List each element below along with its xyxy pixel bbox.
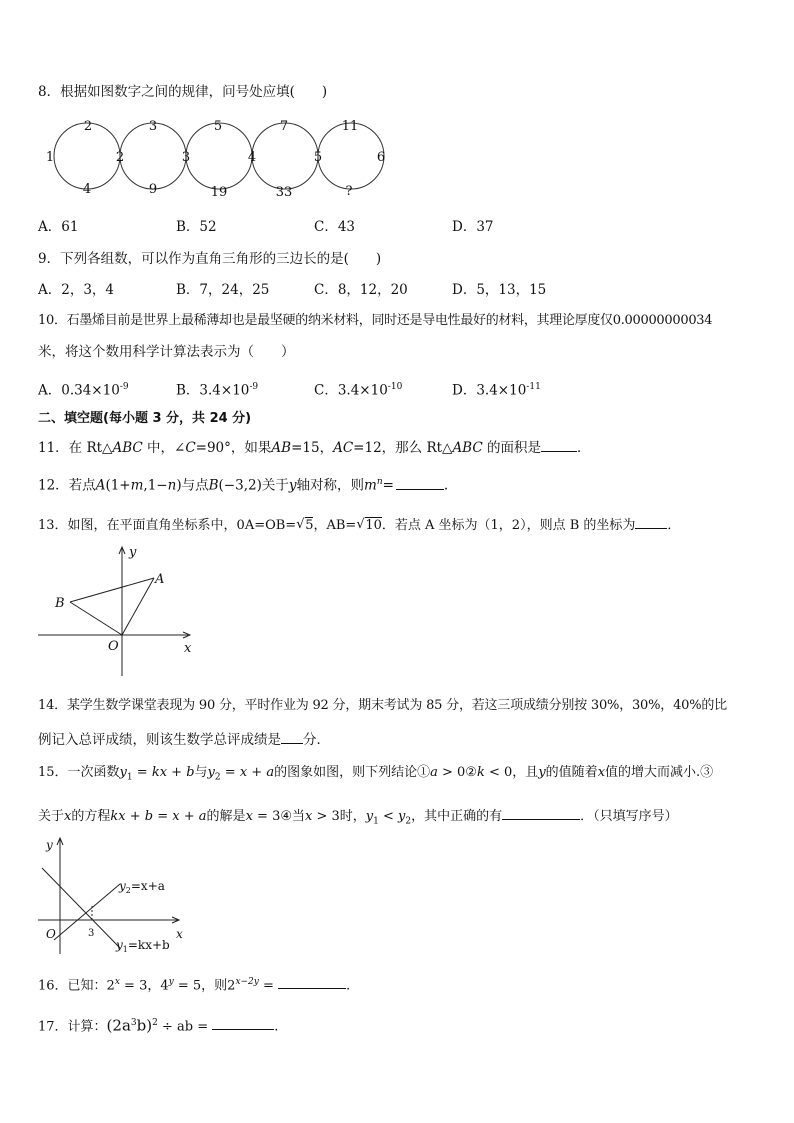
q11-t12: ．: [576, 440, 591, 456]
q15-t13: +: [247, 765, 267, 780]
q9-option-b[interactable]: B．7，24，25: [176, 282, 270, 298]
q12-t6: n: [167, 477, 177, 494]
chain-center-2: 2: [115, 150, 125, 165]
q16-t3: x: [114, 977, 120, 987]
chain-bottom-3: 19: [210, 185, 228, 200]
q12-t12: m: [364, 477, 377, 494]
q16-t2: 2: [106, 978, 115, 994]
q11-t8: AC: [333, 440, 354, 456]
q15-u2: x: [64, 809, 72, 824]
q15-u10: a: [198, 809, 207, 824]
q10-a-base: A．0.34×10: [38, 382, 120, 399]
q15-l2-eq: =x+a: [130, 879, 165, 893]
q15-u3: 的方程: [71, 809, 111, 824]
q10-a-exp: -9: [119, 382, 129, 392]
q10-d-exp: -11: [526, 382, 541, 392]
q17-t5: 2: [152, 1018, 158, 1028]
q10-c-base: C．3.4×10: [314, 382, 388, 399]
q13-t3: ．若点 A 坐标为（1，2），则点 B 的坐标为: [381, 518, 636, 533]
q16-t5: 4: [160, 978, 169, 994]
q15-u22: ．（只填写序号）: [580, 809, 678, 824]
q15-t7: b: [186, 765, 195, 780]
q15-t17: > 0②: [437, 765, 477, 780]
sqrt10: √ 10: [356, 517, 382, 533]
q12-answer-blank[interactable]: [396, 475, 444, 490]
q15-l1-eq: =kx+b: [127, 938, 170, 952]
q17-t3: 3: [130, 1018, 137, 1028]
chain-center-4: 4: [247, 150, 257, 165]
chain-bottom-2: 9: [148, 182, 158, 197]
q10-option-b[interactable]: [176, 378, 258, 400]
q15-stem-line1: [38, 764, 713, 787]
q8-option-d[interactable]: D．37: [452, 219, 494, 235]
chain-top-4: 7: [279, 119, 289, 134]
q17-stem: [38, 1014, 278, 1036]
q15-t19: < 0: [484, 765, 513, 780]
q15-t12: x: [239, 765, 248, 780]
q15-u5: +: [125, 809, 145, 824]
q16-t11: .: [346, 978, 351, 994]
q12-t4: m: [130, 477, 144, 494]
q15-u19: y: [398, 809, 406, 824]
chain-top-5: 11: [341, 119, 359, 134]
q15-y-axis-label: y: [46, 838, 53, 852]
q15-t8: 与: [194, 765, 208, 780]
q13-point-a-label: A: [155, 572, 165, 587]
q8-number-chain-figure: [40, 112, 390, 202]
q16-t6: y: [168, 977, 174, 987]
q15-t24: 值的增大而减小.③: [605, 765, 714, 780]
q12-t1: 12．若点: [38, 477, 96, 494]
q17-answer-blank[interactable]: [212, 1015, 274, 1030]
q15-u20: 2: [405, 816, 412, 827]
q11-t3: 中，∠: [142, 440, 186, 456]
chain-center-6: 6: [376, 150, 386, 165]
q9-option-c[interactable]: C．8，12，20: [314, 282, 408, 298]
chain-top-3: 5: [213, 119, 223, 134]
q15-t22: 的值随着: [545, 765, 598, 780]
q15-u21: ，其中正确的有: [411, 809, 503, 824]
q15-t23: x: [597, 765, 606, 780]
q12-t5: ,1−: [143, 477, 168, 494]
q11-t10: ABC: [452, 440, 483, 456]
q10-b-base: B．3.4×10: [176, 382, 250, 399]
q9-option-d[interactable]: D．5，13，15: [452, 282, 547, 298]
q11-t7: =15，: [291, 440, 334, 456]
q14-answer-blank[interactable]: [281, 729, 303, 744]
chain-top-2: 3: [148, 119, 158, 134]
q17-t7: .: [274, 1019, 279, 1035]
chain-center-3: 3: [181, 150, 191, 165]
sqrt10-radicand: 10: [365, 518, 382, 533]
q16-t7: = 5，则: [173, 978, 228, 994]
q15-l2-sub: 2: [125, 886, 131, 895]
q9-option-a[interactable]: A．2，3，4: [38, 282, 115, 298]
q10-option-a[interactable]: [38, 378, 129, 400]
q15-t11: =: [220, 765, 240, 780]
q15-t1: 15．一次函数: [38, 765, 120, 780]
q15-u7: =: [153, 809, 173, 824]
q15-u8: x: [172, 809, 180, 824]
q13-answer-blank[interactable]: [635, 514, 667, 529]
q15-u13: = 3④当: [252, 809, 305, 824]
q16-t4: = 3，: [119, 978, 161, 994]
q15-u18: <: [378, 809, 399, 824]
q11-t11: 的面积是: [482, 440, 541, 456]
q12-t10: y: [288, 477, 297, 494]
q15-t20: ，且: [512, 765, 539, 780]
q10-d-base: D．3.4×10: [452, 382, 527, 399]
q15-t4: =: [132, 765, 152, 780]
q15-u4: kx: [110, 809, 126, 824]
q15-u11: 的解是: [206, 809, 246, 824]
q15-l1-y: y: [116, 938, 123, 952]
q15-u12: x: [245, 809, 253, 824]
q11-t5: =90°，如果: [195, 440, 272, 456]
q15-u9: +: [179, 809, 199, 824]
q14-stem-line2: [38, 729, 330, 749]
q10-c-exp: -10: [387, 382, 403, 392]
q16-t10: =: [258, 978, 279, 994]
q15-t15: 的图象如图，则下列结论①: [274, 765, 431, 780]
q13-y-label: y: [129, 545, 137, 560]
q10-stem-line1: 10．石墨烯目前是世界上最稀薄却也是最坚硬的纳米材料，同时还是导电性最好的材料，其理论厚度仅0.00000000034: [38, 313, 713, 328]
q12-t13: n: [376, 477, 383, 487]
q15-u16: y: [365, 809, 374, 824]
q15-x-axis-label: x: [176, 927, 183, 941]
q11-stem: [38, 437, 590, 457]
q13-origin-label: O: [108, 639, 119, 654]
q8-option-c[interactable]: C．43: [314, 219, 356, 235]
chain-bottom-4: 33: [275, 185, 293, 200]
q16-t8: 2: [227, 978, 236, 994]
q15-u17: 1: [373, 816, 379, 827]
q13-x-label: x: [184, 641, 192, 656]
q15-u6: b: [144, 809, 154, 824]
q11-t1: 11．在 Rt△: [38, 440, 113, 456]
q14-stem-line1: 14．某学生数学课堂表现为 90 分，平时作业为 92 分，期末考试为 85 分，若这三项成绩分别按 30%，30%，40%的比: [38, 698, 727, 713]
q15-t9: y: [207, 765, 215, 780]
q17-t1: 17．计算：: [38, 1019, 107, 1035]
q13-t4: ．: [667, 518, 681, 533]
q15-t6: +: [167, 765, 187, 780]
q15-l2-y: y: [119, 879, 126, 893]
q16-answer-blank[interactable]: [278, 974, 346, 989]
q15-u14: x: [305, 809, 313, 824]
q15-stem-line2: [38, 805, 678, 831]
q13-t2: ，AB=: [313, 518, 357, 533]
q13-point-b-label: B: [55, 596, 65, 611]
q15-t2: y: [119, 765, 127, 780]
q15-answer-blank[interactable]: [502, 805, 580, 820]
q15-l1-sub: 1: [122, 945, 128, 954]
q12-t3: (1+: [105, 477, 131, 494]
q12-t14: =: [382, 477, 394, 494]
chain-center-5: 5: [313, 150, 323, 165]
q15-u15: > 3时，: [312, 809, 366, 824]
q11-answer-blank[interactable]: [541, 437, 577, 452]
q12-t9: (−3,2)关于: [218, 477, 289, 494]
q15-origin-label: O: [46, 927, 56, 941]
sqrt5: √ 5: [296, 517, 314, 533]
q15-t5: kx: [151, 765, 168, 780]
q8-option-a[interactable]: A．61: [38, 219, 79, 235]
q10-stem-line2: 米，将这个数用科学计算法表示为（ ）: [38, 344, 295, 360]
q12-t2: A: [95, 477, 106, 494]
q15-line1-label: [115, 938, 170, 954]
chain-top-1: 2: [83, 119, 93, 134]
q15-line2-label: [118, 879, 165, 895]
q15-u1: 关于: [38, 809, 65, 824]
q13-t1: 13．如图，在平面直角坐标系中，0A=OB=: [38, 518, 297, 533]
q11-t9: =12，那么 Rt△: [353, 440, 453, 456]
q12-t8: B: [208, 477, 219, 494]
q16-t1: 16．已知：: [38, 978, 107, 994]
q8-option-b[interactable]: B．52: [176, 219, 217, 235]
q8-stem: 8．根据如图数字之间的规律，问号处应填( ): [38, 84, 328, 100]
q15-t18: k: [476, 765, 485, 780]
q13-stem: [38, 514, 680, 535]
q17-t2: (2a: [106, 1016, 131, 1035]
q10-option-c[interactable]: [314, 378, 402, 400]
q11-t4: C: [185, 440, 196, 456]
q11-t2: ABC: [112, 440, 143, 456]
q13-coordinate-figure: [38, 544, 196, 680]
chain-bottom-5: ?: [345, 184, 353, 199]
chain-bottom-1: 4: [82, 182, 92, 197]
q17-t4: b): [136, 1016, 153, 1035]
q15-t10: 2: [214, 772, 221, 783]
q16-stem: [38, 973, 350, 995]
q15-tick-3: 3: [88, 928, 95, 939]
q15-t16: a: [430, 765, 438, 780]
q12-t15: .: [443, 477, 449, 494]
q15-t21: y: [538, 765, 546, 780]
q12-t7: )与点: [176, 477, 209, 494]
sqrt5-radicand: 5: [305, 518, 314, 533]
q15-t3: 1: [126, 772, 133, 783]
q12-t11: 轴对称，则: [296, 477, 364, 494]
q14-t2: 分．: [303, 732, 330, 748]
q14-t1: 例记入总评成绩，则该生数学总评成绩是: [38, 732, 281, 748]
chain-center-1: 1: [45, 150, 55, 165]
q10-b-exp: -9: [249, 382, 259, 392]
q17-t6: ÷ ab =: [157, 1019, 213, 1035]
q15-t14: a: [266, 765, 275, 780]
q15-function-graph: [38, 834, 198, 960]
q11-t6: AB: [271, 440, 292, 456]
q10-option-d[interactable]: [452, 378, 541, 400]
q16-t9: x−2y: [235, 977, 259, 987]
section-title-fill-in: 二、填空题(每小题 3 分，共 24 分): [38, 411, 252, 426]
q12-stem: [38, 473, 448, 495]
q9-stem: 9．下列各组数，可以作为直角三角形的三边长的是( ): [38, 251, 382, 267]
